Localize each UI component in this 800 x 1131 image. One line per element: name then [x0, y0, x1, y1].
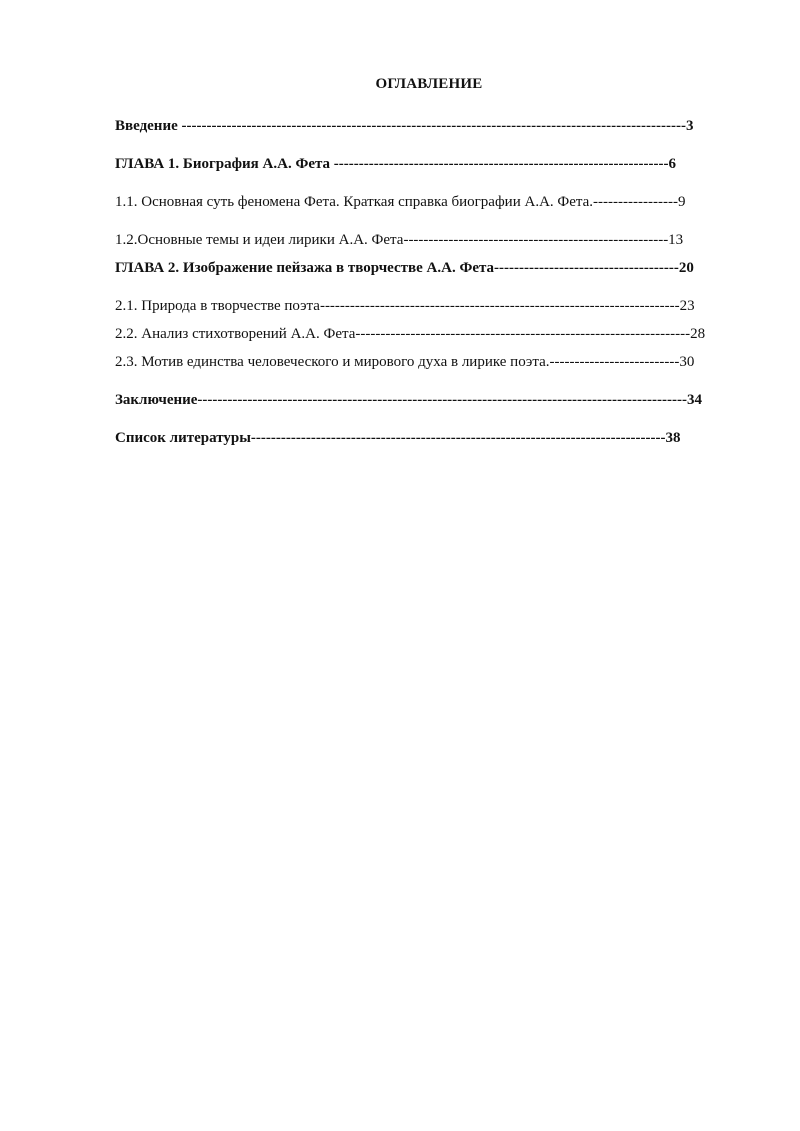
toc-entry-chapter-1: ГЛАВА 1. Биография А.А. Фета -------------------------------------------------------------------6 [115, 156, 676, 172]
toc-entry-section-1-1: 1.1. Основная суть феномена Фета. Краткая справка биографии А.А. Фета.-----------------9 [115, 194, 686, 210]
toc-entry-conclusion: Заключение--------------------------------------------------------------------------------------------------34 [115, 392, 702, 408]
toc-entry-chapter-2: ГЛАВА 2. Изображение пейзажа в творчестве А.А. Фета-------------------------------------20 [115, 260, 694, 276]
toc-entry-introduction: Введение -----------------------------------------------------------------------------------------------------3 [115, 118, 694, 134]
toc-entry-section-1-2: 1.2.Основные темы и идеи лирики А.А. Фета-----------------------------------------------------13 [115, 232, 684, 248]
page-title: ОГЛАВЛЕНИЕ [375, 76, 483, 92]
toc-entry-section-2-3: 2.3. Мотив единства человеческого и мирового духа в лирике поэта.--------------------------30 [115, 354, 695, 370]
toc-entry-bibliography: Список литературы-----------------------------------------------------------------------------------38 [115, 430, 681, 446]
toc-entry-section-2-1: 2.1. Природа в творчестве поэта------------------------------------------------------------------------23 [115, 298, 695, 314]
toc-entry-section-2-2: 2.2. Анализ стихотворений А.А. Фета-------------------------------------------------------------------28 [115, 326, 706, 342]
